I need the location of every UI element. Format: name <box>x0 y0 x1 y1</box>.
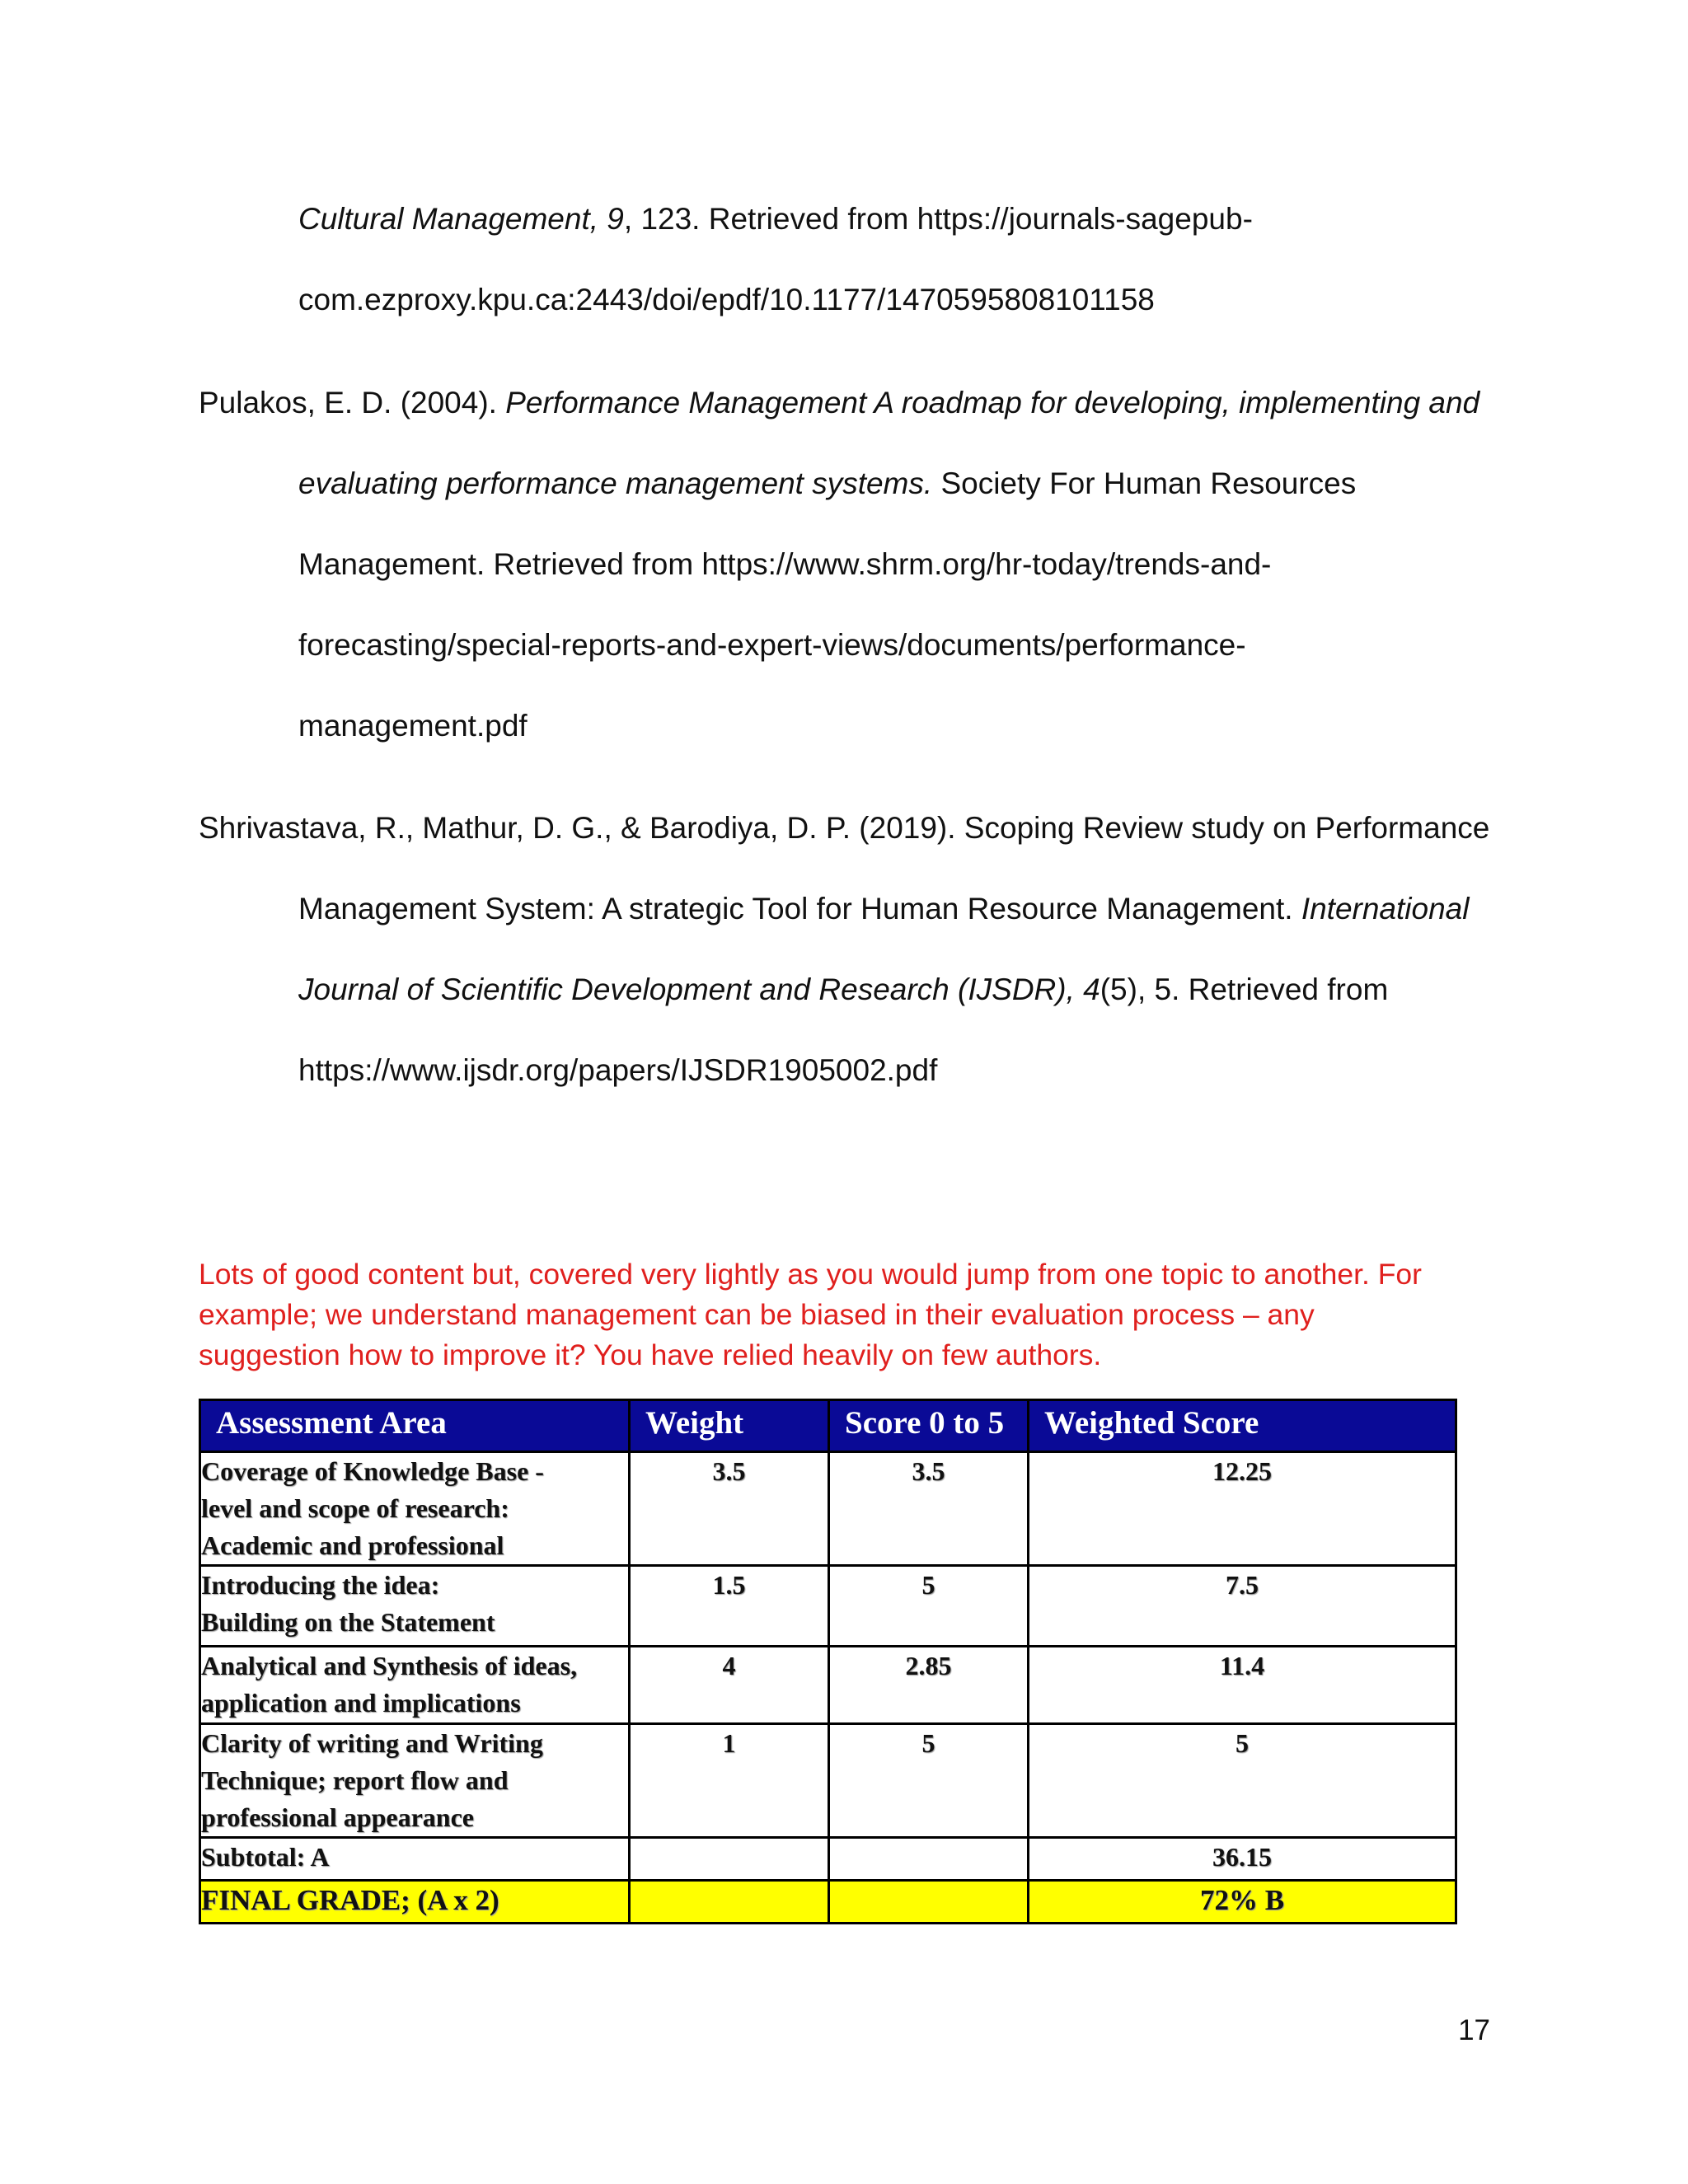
feedback-line: suggestion how to improve it? You have relied heavily on few authors. <box>199 1338 1102 1371</box>
area-text: Building on the Statement <box>201 1607 495 1637</box>
reference-3-line-1: Shrivastava, R., Mathur, D. G., & Barodiya, D. P. (2019). Scoping Review study on Performance <box>199 811 1490 845</box>
header-score: Score 0 to 5 <box>829 1400 1029 1452</box>
instructor-feedback <box>199 1254 1517 1376</box>
subtotal-value: 36.15 <box>1029 1838 1456 1881</box>
score-cell: 5 <box>829 1724 1029 1838</box>
reference-3-line-3: Journal of Scientific Development and Research (IJSDR), 4(5), 5. Retrieved from <box>298 972 1389 1006</box>
table-row <box>200 1647 1456 1724</box>
weighted-score-cell: 5 <box>1029 1724 1456 1838</box>
score-cell: 5 <box>829 1566 1029 1647</box>
weighted-score-cell: 7.5 <box>1029 1566 1456 1647</box>
reference-2-line-5: management.pdf <box>298 709 528 743</box>
area-text: Coverage of Knowledge Base - <box>201 1456 544 1486</box>
weighted-score-cell: 12.25 <box>1029 1452 1456 1566</box>
assessment-area-cell <box>200 1647 630 1724</box>
subtotal-label: Subtotal: A <box>200 1838 630 1881</box>
final-grade-value: 72% B <box>1029 1881 1456 1924</box>
reference-2-line-3: Management. Retrieved from https://www.shrm.org/hr-today/trends-and- <box>298 547 1272 581</box>
grading-table <box>199 1399 1457 1924</box>
final-grade-label: FINAL GRADE; (A x 2) <box>200 1881 630 1924</box>
reference-3-line-4: https://www.ijsdr.org/papers/IJSDR1905002.pdf <box>298 1053 938 1087</box>
final-grade-row <box>200 1881 1456 1924</box>
table-header-row <box>200 1400 1456 1452</box>
reference-2-line-4: forecasting/special-reports-and-expert-views/documents/performance- <box>298 628 1246 662</box>
empty-cell <box>630 1881 829 1924</box>
reference-2-line-1: Pulakos, E. D. (2004). Performance Management A roadmap for developing, implementing and <box>199 386 1480 419</box>
table-row <box>200 1566 1456 1647</box>
weight-cell: 4 <box>630 1647 829 1724</box>
area-text: Introducing the idea: <box>201 1570 440 1600</box>
empty-cell <box>630 1838 829 1881</box>
reference-1-line-1: Cultural Management, 9, 123. Retrieved from https://journals-sagepub- <box>298 202 1253 236</box>
reference-1-line-2: com.ezproxy.kpu.ca:2443/doi/epdf/10.1177/1470595808101158 <box>298 283 1155 316</box>
page-number: 17 <box>1458 2014 1490 2046</box>
reference-3-line-2: Management System: A strategic Tool for Human Resource Management. International <box>298 892 1470 926</box>
weighted-score-cell: 11.4 <box>1029 1647 1456 1724</box>
feedback-line: Lots of good content but, covered very lightly as you would jump from one topic to another. For <box>199 1258 1422 1291</box>
area-text: Analytical and Synthesis of ideas, <box>201 1651 578 1680</box>
score-cell: 2.85 <box>829 1647 1029 1724</box>
assessment-area-cell <box>200 1566 630 1647</box>
header-weight: Weight <box>630 1400 829 1452</box>
table-row <box>200 1724 1456 1838</box>
weight-cell: 3.5 <box>630 1452 829 1566</box>
area-text: level and scope of research: <box>201 1493 509 1523</box>
area-text: Academic and professional <box>201 1530 504 1560</box>
weight-cell: 1 <box>630 1724 829 1838</box>
score-cell: 3.5 <box>829 1452 1029 1566</box>
area-text: application and implications <box>201 1688 521 1718</box>
area-text: Technique; report flow and <box>201 1765 509 1795</box>
subtotal-row <box>200 1838 1456 1881</box>
reference-2-line-2: evaluating performance management systems. Society For Human Resources <box>298 466 1357 500</box>
assessment-area-cell <box>200 1452 630 1566</box>
feedback-line: example; we understand management can be biased in their evaluation process – any <box>199 1298 1315 1331</box>
area-text: Clarity of writing and Writing <box>201 1728 543 1758</box>
empty-cell <box>829 1838 1029 1881</box>
area-text: professional appearance <box>201 1802 474 1832</box>
assessment-area-cell <box>200 1724 630 1838</box>
weight-cell: 1.5 <box>630 1566 829 1647</box>
header-weighted-score: Weighted Score <box>1029 1400 1456 1452</box>
table-row <box>200 1452 1456 1566</box>
empty-cell <box>829 1881 1029 1924</box>
header-assessment-area: Assessment Area <box>200 1400 630 1452</box>
